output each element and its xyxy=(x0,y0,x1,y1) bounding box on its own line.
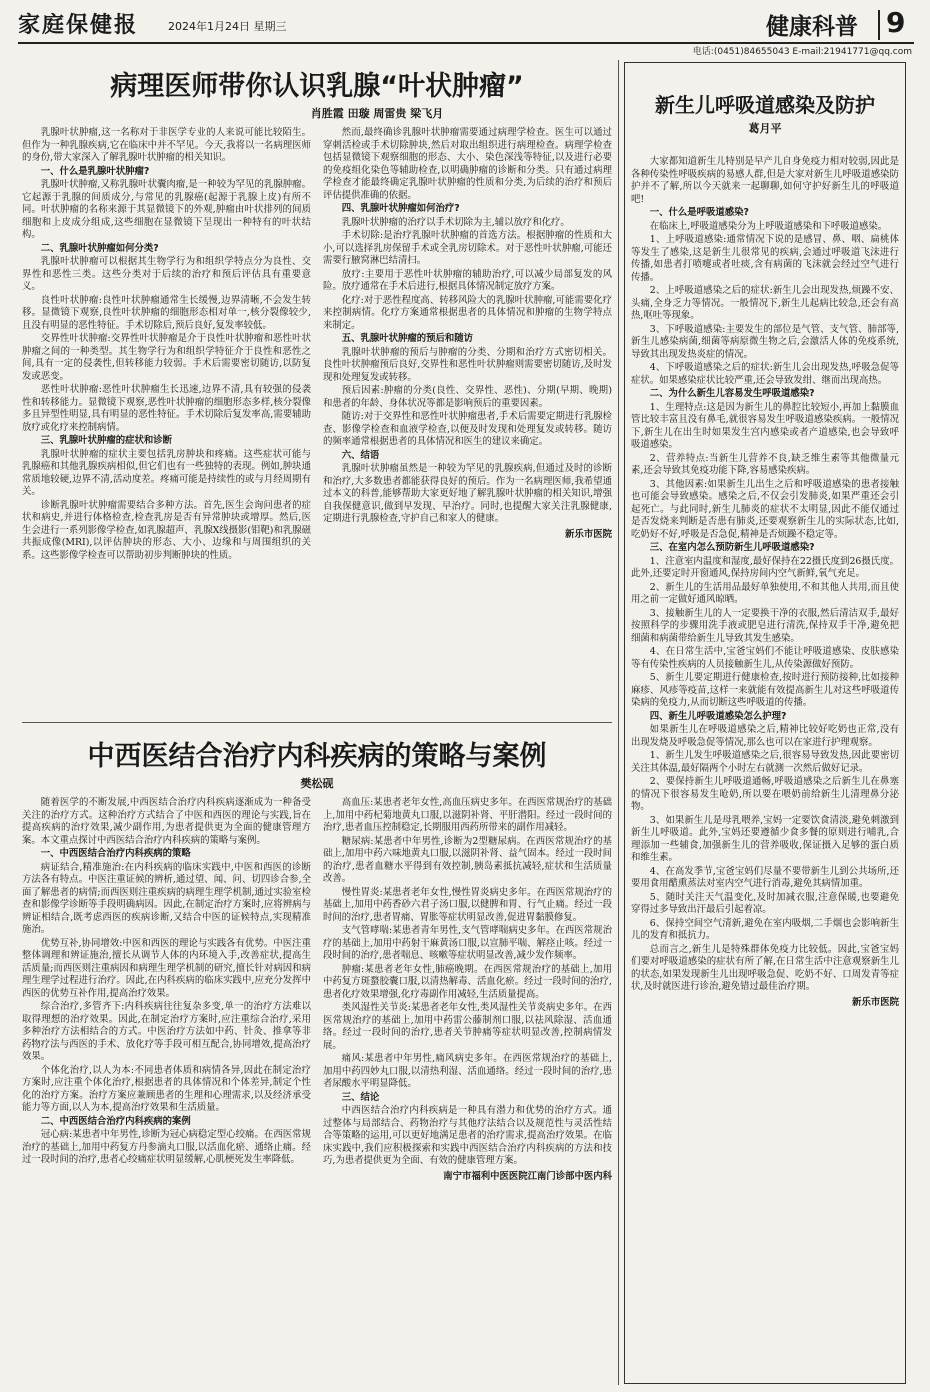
section-heading: 一、什么是呼吸道感染? xyxy=(649,207,749,218)
paragraph: 乳腺叶状肿瘤可以根据其生物学行为和组织学特点分为良性、交界性和恶性三类。这些分类对于后续的治疗和预后评估具有重要意义。 xyxy=(22,256,311,292)
section-heading: 六、结语 xyxy=(341,449,380,461)
paragraph: 5、新生儿要定期进行健康检查,按时进行预防接种,比如接种麻疹、风疹等疫苗,这样一来就能有效提高新生儿对这些呼吸道传染病的免疫力,从而切断这些呼吸道的传播。 xyxy=(631,672,899,708)
page-number: 9 xyxy=(886,6,906,39)
paragraph: 2、新生儿的生活用品最好单独使用,不和其他人共用,而且使用之前一定做好通风晾晒。 xyxy=(631,581,899,605)
paragraph: 乳腺叶状肿瘤,这一名称对于非医学专业的人来说可能比较陌生。但作为一种乳腺疾病,它在临床中并不罕见。今天,我将以一名病理医师的身份,带大家深入了解乳腺叶状肿瘤的相关知识。 xyxy=(22,127,311,163)
article-byline: 樊松砚 xyxy=(300,777,334,790)
paragraph: 乳腺叶状肿瘤的症状主要包括乳房肿块和疼痛。这些症状可能与乳腺癌和其他乳腺疾病相似,但它们也有一些独特的表现。例如,肿块通常质地较硬,边界不清,活动度差。疼痛可能是持续性的或与月经周期有关。 xyxy=(22,448,311,497)
paragraph: 2、上呼吸道感染之后的症状:新生儿会出现发热,烦躁不安、头痛,全身乏力等情况。一般情况下,新生儿起病比较急,还会有高热,呕吐等现象。 xyxy=(631,285,899,321)
masthead: 家庭保健报 xyxy=(18,13,139,38)
paragraph: 肿瘤:某患者老年女性,肺癌晚期。在西医常规治疗的基础上,加用中药复方斑蝥胶囊口服,以清热解毒、活血化瘀。经过一段时间的治疗,患者化疗效果增强,化疗毒副作用减轻,生活质量提高。 xyxy=(323,963,612,1000)
section-heading: 四、新生儿呼吸道感染怎么护理? xyxy=(649,710,787,722)
paragraph: 支气管哮喘:某患者青年男性,支气管哮喘病史多年。在西医常规治疗的基础上,加用中药射干麻黄汤口服,以宣肺平喘、解痉止咳。经过一段时间的治疗,患者喘息、咳嗽等症状明显改善,减少发作频率。 xyxy=(323,925,612,961)
article-body xyxy=(22,797,612,1183)
divider xyxy=(22,722,612,723)
page-number-divider xyxy=(878,10,880,40)
paragraph: 病证结合,精准施治:在内科疾病的临床实践中,中医和西医的诊断方法各有特点。中医注重证候的辨析,通过望、闻、问、切四诊合参,全面了解患者的病情;而西医则注重疾病的病理生理学机制,通过实验室检查和影像学诊断等手段明确病因。因此,在制定治疗方案时,应将辨病与辨证相结合,既考虑西医的疾病诊断,又结合中医的证候特点,实现精准施治。 xyxy=(22,861,311,935)
paragraph: 化疗:对于恶性程度高、转移风险大的乳腺叶状肿瘤,可能需要化疗来控制病情。化疗方案通常根据患者的具体情况和肿瘤的生物学特点来制定。 xyxy=(323,294,612,331)
paragraph: 良性叶状肿瘤:良性叶状肿瘤通常生长缓慢,边界清晰,不会发生转移。显微镜下观察,良性叶状肿瘤的细胞形态相对单一,核分裂像较少,且没有明显的恶性特征。手术切除后,预后良好,复发率较低。 xyxy=(22,294,311,331)
paragraph: 4、下呼吸道感染之后的症状:新生儿会出现发热,呼吸急促等症状。如果感染症状比较严重,还会导致发绀、继而出现高热。 xyxy=(631,362,899,386)
source-credit: 新乐市医院 xyxy=(565,528,612,540)
paragraph: 大家都知道新生儿特别是早产儿自身免疫力相对较弱,因此是各种传染性呼吸疾病的易感人群,但是大家对新生儿呼吸道感染防护并不了解,所以今天就来一起聊聊,如何守护好新生儿的呼吸道吧! xyxy=(631,156,899,205)
paragraph: 3、如果新生儿是母乳喂养,宝妈一定要饮食清淡,避免刺激到新生儿呼吸道。此外,宝妈还要遵循少食多餐的原则进行哺乳,合理添加一些辅食,加强新生儿的营养吸收,保证摄入足够的蛋白质和维生素。 xyxy=(631,814,899,863)
paragraph: 随着医学的不断发展,中西医结合治疗内科疾病逐渐成为一种备受关注的治疗方式。这种治疗方式结合了中医和西医的理论与实践,旨在提高疾病的治疗效果,减少副作用,为患者提供更为全面的健康管理方案。本文重点探讨中西医结合治疗内科疾病的策略与案例。 xyxy=(22,797,311,846)
paragraph: 乳腺叶状肿瘤的治疗以手术切除为主,辅以放疗和化疗。 xyxy=(341,216,570,228)
section-heading: 一、中西医结合治疗内科疾病的策略 xyxy=(40,848,191,859)
paragraph: 冠心病:某患者中年男性,诊断为冠心病稳定型心绞痛。在西医常规治疗的基础上,加用中药复方丹参滴丸口服,以活血化瘀、通络止痛。经过一段时间的治疗,患者心绞痛症状明显缓解,心肌梗死发生率降低。 xyxy=(22,1129,311,1165)
article-tcm-western-medicine xyxy=(22,730,612,1385)
paragraph: 个体化治疗,以人为本:不同患者体质和病情各异,因此在制定治疗方案时,应注重个体化治疗,根据患者的具体情况和个体差异,制定个性化的治疗方案。治疗方案应兼顾患者的生理和心理需求,以及经济承受能力等方面,以人为本,提高治疗效果和生活质量。 xyxy=(22,1064,311,1113)
section-heading: 二、中西医结合治疗内科疾病的案例 xyxy=(40,1115,191,1127)
paragraph: 总而言之,新生儿是特殊群体免疫力比较低。因此,宝爸宝妈们要对呼吸道感染的症状有所了解,在日常生活中注意观察新生儿的状态,如果发现新生儿出现呼吸急促、吃奶不好、口周发青等症状,及时就医进行诊治,避免错过最佳治疗期。 xyxy=(631,943,899,992)
paragraph: 5、随时关注天气温变化,及时加减衣服,注意保暖,也要避免穿得过多导致出汗最后引起着凉。 xyxy=(631,891,899,915)
section-heading: 二、为什么新生儿容易发生呼吸道感染? xyxy=(649,388,815,399)
source-credit: 南宁市福利中医医院江南门诊部中医内科 xyxy=(443,1170,612,1182)
column-divider xyxy=(618,60,619,1385)
paragraph: 交界性叶状肿瘤:交界性叶状肿瘤是介于良性叶状肿瘤和恶性叶状肿瘤之间的一种类型。其生物学行为和组织学特征介于良性和恶性之间,具有一定的侵袭性,但转移能力较弱。手术后需要密切随访,以防复发或恶变。 xyxy=(22,333,311,382)
paragraph: 高血压:某患者老年女性,高血压病史多年。在西医常规治疗的基础上,加用中药杞菊地黄丸口服,以滋阴补肾、平肝潜阳。经过一段时间的治疗,患者血压控制稳定,长期服用西药所带来的副作用减轻。 xyxy=(323,797,612,833)
paragraph: 1、生理特点:这是因为新生儿的鼻腔比较短小,再加上黏膜血管比较丰富且没有鼻毛,就很容易发生呼吸道感染疾病。一般情况下,新生儿在出生时如果发生宫内感染或者产道感染,也会导致呼吸道感染。 xyxy=(631,401,899,450)
paragraph: 类风湿性关节炎:某患者老年女性,类风湿性关节炎病史多年。在西医常规治疗的基础上,加用中药雷公藤制剂口服,以祛风除湿、活血通络。经过一段时间的治疗,患者关节肿痛等症状明显改善,控制病情发展。 xyxy=(323,1002,612,1051)
section-heading: 三、结论 xyxy=(341,1091,380,1103)
paragraph: 在临床上,呼吸道感染分为上呼吸道感染和下呼吸道感染。 xyxy=(649,220,888,232)
section-heading: 五、乳腺叶状肿瘤的预后和随访 xyxy=(341,333,474,344)
paragraph: 4、在高发季节,宝爸宝妈们尽量不要带新生儿到公共场所,还要用食用醋熏蒸法对室内空气进行消毒,避免其病情加重。 xyxy=(631,865,899,889)
section-heading: 三、乳腺叶状肿瘤的症状和诊断 xyxy=(40,435,173,446)
article-title: 新生儿呼吸道感染及防护 xyxy=(655,93,875,117)
paragraph: 2、营养特点:当新生儿营养不良,缺乏维生素等其他微量元素,还会导致其免疫功能下降,容易感染疾病。 xyxy=(631,452,899,476)
paragraph: 然而,最终确诊乳腺叶状肿瘤需要通过病理学检查。医生可以通过穿刺活检或手术切除肿块,然后对取出组织进行病理检查。病理学检查包括显微镜下观察细胞的形态、大小、染色深浅等特征,以及进行必要的免疫组化染色等辅助检查,以明确肿瘤的诊断和分类。只有通过病理学检查才能最终确定乳腺叶状肿瘤的性质和分类,为后续的治疗和预后评估提供准确的依据。 xyxy=(323,127,612,201)
paragraph: 1、上呼吸道感染:通常情况下说的是感冒、鼻、咽、扁桃体等发生了感染,这是新生儿很常见的疾病,会通过呼吸道飞沫进行传播,如患者打喷嚏或者吐痰,含有病菌的飞沫就会经过空气进行传播。 xyxy=(631,234,899,283)
section-heading: 一、什么是乳腺叶状肿瘤? xyxy=(40,165,150,177)
paragraph: 3、其他因素:如果新生儿出生之后和呼吸道感染的患者接触也可能会导致感染。感染之后,不仅会引发肺炎,如果严重还会引起死亡。与此同时,新生儿肺炎的症状不太明显,因此不能仅通过是否发烧来判断是否患有肺炎,还要观察新生儿的实际状态,比如,吃奶好不好,呼吸是否急促,精神是否烦躁不稳定等。 xyxy=(631,478,899,540)
article-byline: 葛月平 xyxy=(748,122,782,135)
paragraph: 预后因素:肿瘤的分类(良性、交界性、恶性)、分期(早期、晚期)和患者的年龄、身体状况等都是影响预后的重要因素。 xyxy=(323,385,612,409)
article-phyllodes-tumor xyxy=(22,60,612,715)
paragraph: 3、下呼吸道感染:主要发生的部位是气管、支气管、肺部等,新生儿感染病菌,细菌等病原微生物之后,会激活人体的免疫系统,导致其出现发热炎症的情况。 xyxy=(631,323,899,360)
paragraph: 中西医结合治疗内科疾病是一种具有潜力和优势的治疗方式。通过整体与局部结合、药物治疗与其他疗法结合以及规范性与灵活性结合等策略的运用,可以更好地满足患者的治疗需求,提高治疗效果。在临床实践中,我们应积极探索和实践中西医结合治疗内科疾病的方法和技巧,为患者提供更为全面、有效的健康管理方案。 xyxy=(323,1105,612,1166)
dateline: 2024年1月24日 星期三 xyxy=(168,20,287,33)
paragraph: 慢性胃炎:某患者老年女性,慢性胃炎病史多年。在西医常规治疗的基础上,加用中药香砂六君子汤口服,以健脾和胃、行气止痛。经过一段时间的治疗,患者胃痛、胃胀等症状明显改善,促进胃黏膜修复。 xyxy=(323,886,612,923)
paragraph: 乳腺叶状肿瘤,又称乳腺叶状囊肉瘤,是一种较为罕见的乳腺肿瘤。它起源于乳腺的间质成分,与常见的乳腺癌(起源于乳腺上皮)有所不同。叶状肿瘤的名称来源于其显微镜下的外观,肿瘤由叶状排列的间质细胞和上皮成分组成,这些细胞在显微镜下呈现出一种特有的叶状结构。 xyxy=(22,179,311,240)
article-byline: 肖胜霞 田璇 周雷贵 梁飞月 xyxy=(310,107,444,120)
paragraph: 如果新生儿在呼吸道感染之后,精神比较好吃奶也正常,没有出现发烧及呼吸急促等情况,那么也可以在家进行护理观察。 xyxy=(631,724,899,748)
paragraph: 2、要保持新生儿呼吸道通畅,呼吸道感染之后新生儿在鼻塞的情况下很容易发生呛奶,所以要在喂奶前给新生儿清理鼻分泌物。 xyxy=(631,776,899,812)
paragraph: 6、保持空间空气清新,避免在室内吸烟,二手烟也会影响新生儿的发育和抵抗力。 xyxy=(631,917,899,941)
paragraph: 放疗:主要用于恶性叶状肿瘤的辅助治疗,可以减少局部复发的风险。放疗通常在手术后进行,根据具体情况制定放疗方案。 xyxy=(323,268,612,292)
paragraph: 诊断乳腺叶状肿瘤需要结合多种方法。首先,医生会询问患者的症状和病史,并进行体格检查,检查乳房是否有异常肿块或增厚。然后,医生会进行一系列影像学检查,如乳腺超声、乳腺X线摄影(钼靶)和乳腺磁共振成像(MRI),以评估肿块的形态、大小、边缘和与周围组织的关系。这些影像学检查可以帮助初步判断肿块的性质。 xyxy=(22,499,311,561)
paragraph: 痛风:某患者中年男性,痛风病史多年。在西医常规治疗的基础上,加用中药四妙丸口服,以清热利湿、活血通络。经过一段时间的治疗,患者尿酸水平明显降低。 xyxy=(323,1053,612,1089)
article-body xyxy=(631,156,899,1009)
paragraph: 优势互补,协同增效:中医和西医的理论与实践各有优势。中医注重整体调理和辨证施治,擅长从调节人体的内环境入手,改善症状,提高生活质量;而西医则注重病因和病理生理学机制的研究,擅长针对病因和病理生理学过程进行治疗。因此,在内科疾病的临床实践中,应充分发挥中西医的优势互补作用,提高治疗效果。 xyxy=(22,937,311,999)
paragraph: 1、注意室内温度和湿度,最好保持在22摄氏度到26摄氏度。此外,还要定时开窗通风,保持房间内空气新鲜,氧气充足。 xyxy=(631,555,899,579)
paragraph: 手术切除:是治疗乳腺叶状肿瘤的首选方法。根据肿瘤的性质和大小,可以选择乳房保留手术或全乳房切除术。对于恶性叶状肿瘤,可能还需要行腋窝淋巴结清扫。 xyxy=(323,230,612,266)
paragraph: 随访:对于交界性和恶性叶状肿瘤患者,手术后需要定期进行乳腺检查、影像学检查和血液学检查,以便及时发现和处理复发或转移。随访的频率通常根据患者的具体情况和医生的建议来确定。 xyxy=(323,411,612,447)
paragraph: 1、新生儿发生呼吸道感染之后,很容易导致发热,因此要密切关注其体温,最好隔两个小时左右就测一次然后做好记录。 xyxy=(631,750,899,774)
paragraph: 4、在日常生活中,宝爸宝妈们不能让呼吸道感染、皮肤感染等有传染性疾病的人员接触新生儿,从传染源做好预防。 xyxy=(631,646,899,670)
article-title: 中西医结合治疗内科疾病的策略与案例 xyxy=(87,741,547,772)
section-heading: 二、乳腺叶状肿瘤如何分类? xyxy=(40,242,159,254)
section-heading: 三、在室内怎么预防新生儿呼吸道感染? xyxy=(649,542,815,553)
paragraph: 综合治疗,多管齐下:内科疾病往往复杂多变,单一的治疗方法难以取得理想的治疗效果。因此,在制定治疗方案时,应注重综合治疗,采用多种治疗方法相结合的方式。中医治疗方法如中药、针灸、推拿等非药物疗法与西医的手术、放化疗等手段可相互配合,协同增效,提高治疗效果。 xyxy=(22,1001,311,1062)
source-credit: 新乐市医院 xyxy=(852,996,899,1008)
paragraph: 糖尿病:某患者中年男性,诊断为2型糖尿病。在西医常规治疗的基础上,加用中药六味地黄丸口服,以滋阴补肾、益气固本。经过一段时间的治疗,患者血糖水平得到有效控制,胰岛素抵抗减轻,症状和生活质量改善。 xyxy=(323,835,612,884)
article-title: 病理医师带你认识乳腺“叶状肿瘤” xyxy=(110,71,524,102)
paragraph: 恶性叶状肿瘤:恶性叶状肿瘤生长迅速,边界不清,具有较强的侵袭性和转移能力。显微镜下观察,恶性叶状肿瘤的细胞形态多样,核分裂像多且异型性明显,具有明显的恶性特征。手术切除后复发率高,需要辅助放疗或化疗来控制病情。 xyxy=(22,384,311,433)
section-title: 健康科普 xyxy=(766,14,858,40)
paragraph: 乳腺叶状肿瘤的预后与肿瘤的分类、分期和治疗方式密切相关。良性叶状肿瘤预后良好,交界性和恶性叶状肿瘤则需要密切随访,及时发现和处理复发或转移。 xyxy=(323,346,612,383)
section-heading: 四、乳腺叶状肿瘤如何治疗? xyxy=(341,203,460,214)
paragraph: 乳腺叶状肿瘤虽然是一种较为罕见的乳腺疾病,但通过及时的诊断和治疗,大多数患者都能获得良好的预后。作为一名病理医师,我希望通过本文的科普,能够帮助大家更好地了解乳腺叶状肿瘤的相关知识,增强自我保健意识,做到早发现、早治疗。同时,也提醒大家关注乳腺健康,定期进行乳腺检查,守护自己和家人的健康。 xyxy=(323,463,612,524)
article-body xyxy=(22,127,612,562)
article-newborn-respiratory xyxy=(624,62,906,1384)
page-header xyxy=(18,8,914,44)
paragraph: 3、接触新生儿的人一定要换干净的衣服,然后清洁双手,最好按照科学的步骤用洗手液或肥皂进行清洗,保持双手干净,避免把细菌和病菌带给新生儿导致其发生感染。 xyxy=(631,607,899,644)
contact-info: 电话:(0451)84655043 E-mail:21941771@qq.com xyxy=(692,47,912,57)
